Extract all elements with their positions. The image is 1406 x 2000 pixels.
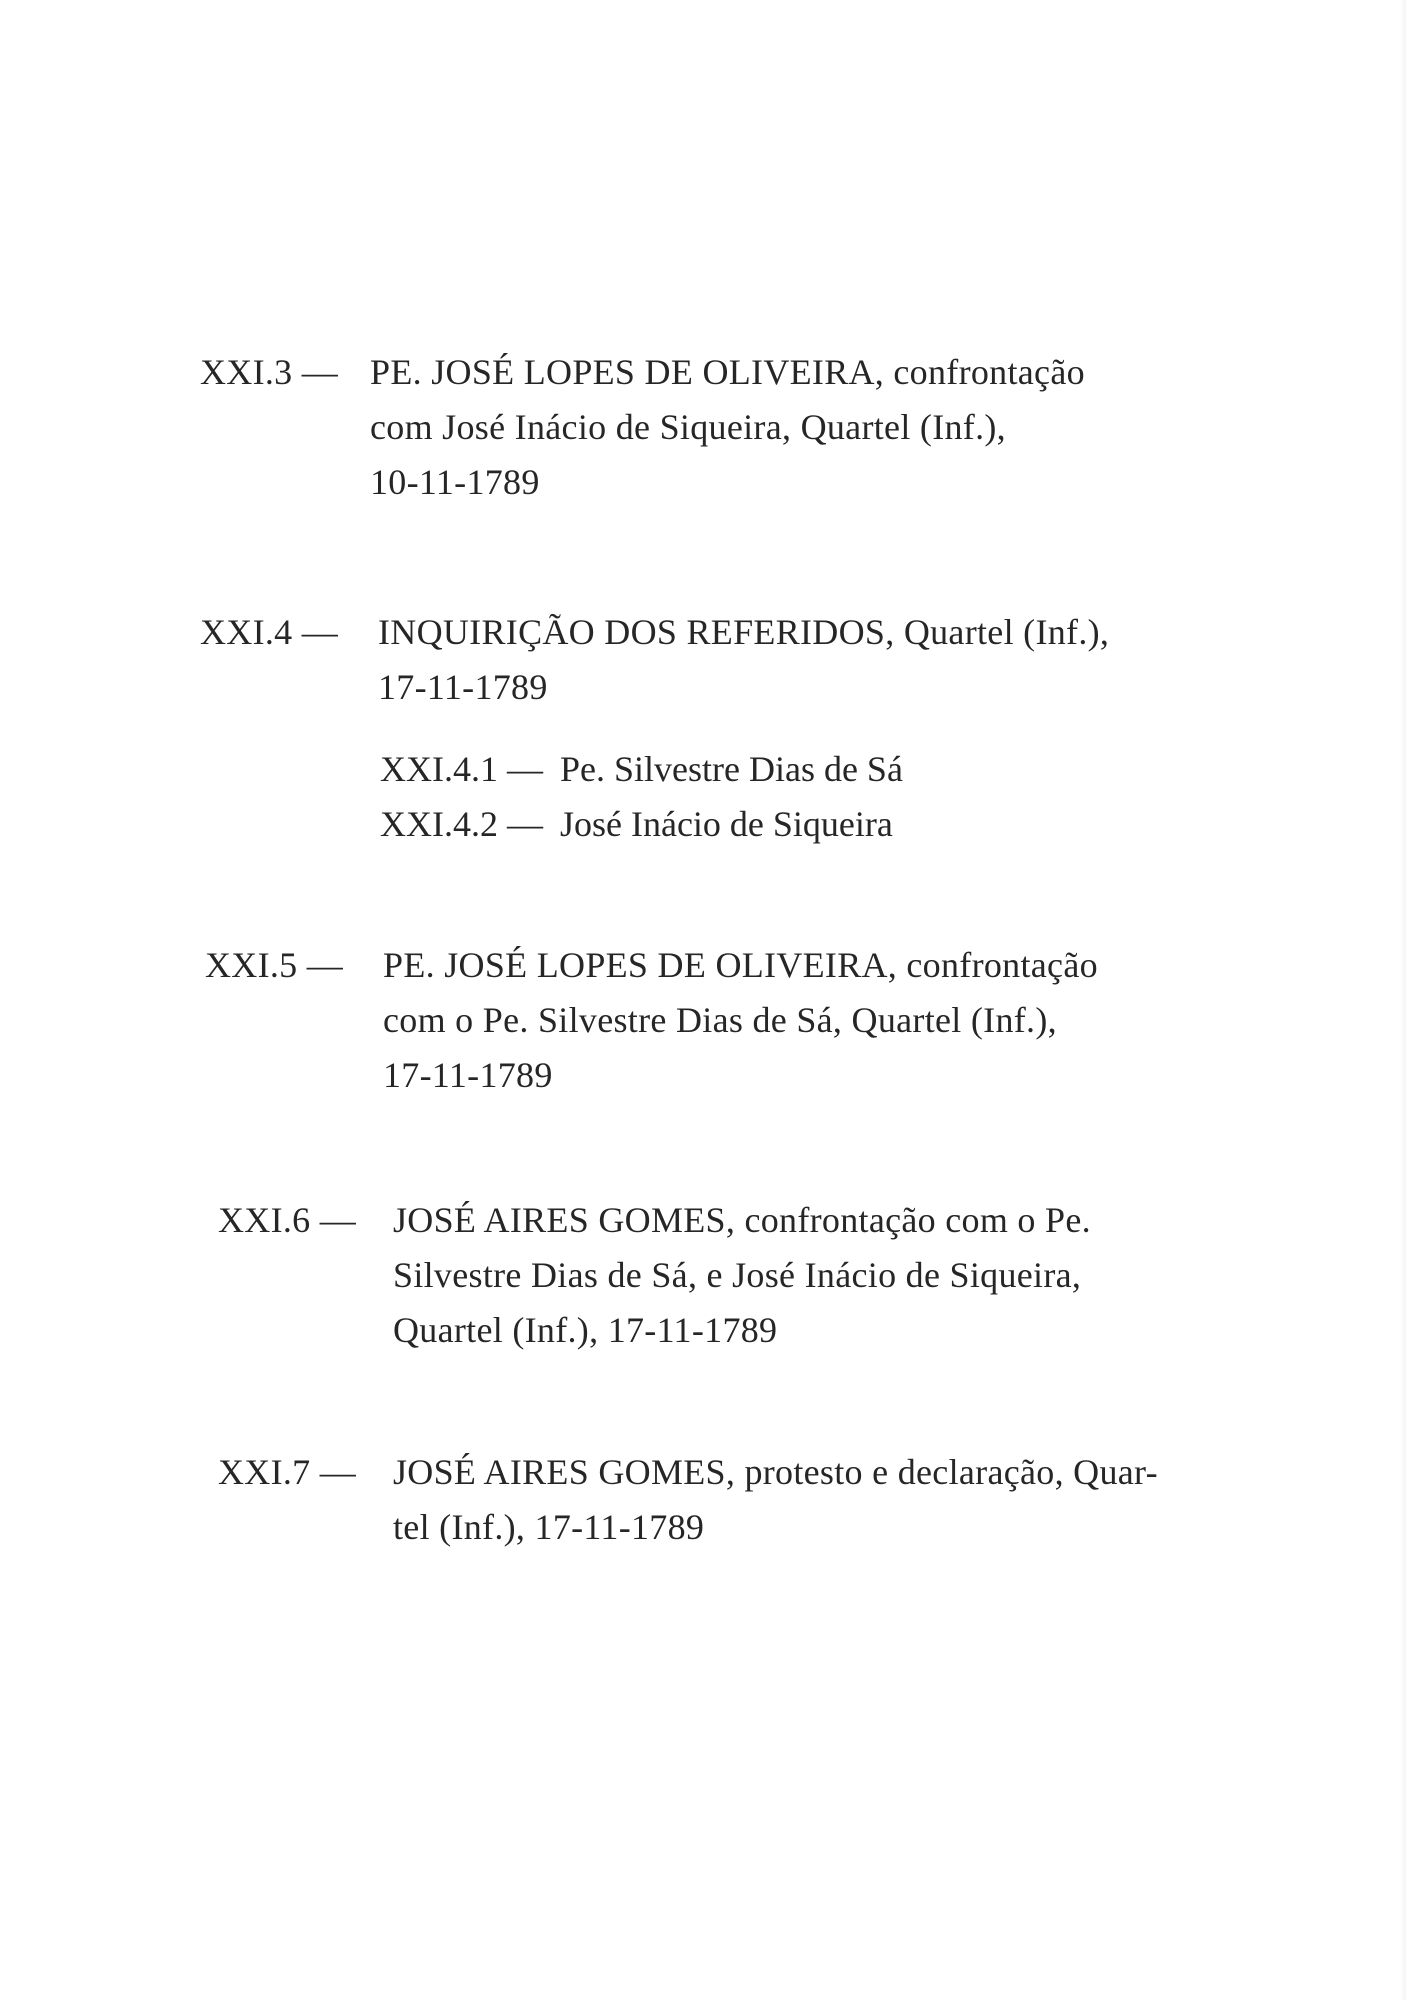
entry-line: tel (Inf.), 17-11-1789 [393,1507,705,1547]
entry-body [393,1193,1091,1358]
entry-line: 17-11-1789 [383,1055,553,1095]
entry-xxi-6 [218,1193,1238,1363]
page-edge-shadow [1400,0,1406,2000]
entry-code: XXI.6 — [218,1200,357,1240]
entry-line: PE. JOSÉ LOPES DE OLIVEIRA, confrontação [383,945,1098,985]
entry-line: 10-11-1789 [370,462,540,502]
entry-code: XXI.4 — [200,612,339,652]
entry-line: com o Pe. Silvestre Dias de Sá, Quartel (Inf.), [383,1000,1057,1040]
entry-line: INQUIRIÇÃO DOS REFERIDOS, Quartel (Inf.), [378,612,1110,652]
entry-code: XXI.3 — [200,352,339,392]
entry-body [393,1445,1158,1555]
entry-body [383,938,1098,1103]
entry-line: JOSÉ AIRES GOMES, protesto e declaração, Quar- [393,1452,1158,1492]
entry-body [370,345,1085,510]
entry-line: Quartel (Inf.), 17-11-1789 [393,1310,778,1350]
entry-xxi-4 [200,605,1220,720]
entry-body [378,605,1109,715]
entry-xxi-5 [205,938,1225,1108]
entry-line: Silvestre Dias de Sá, e José Inácio de Siqueira, [393,1255,1082,1295]
subitem-xxi-4-2 [380,797,893,852]
entry-line: com José Inácio de Siqueira, Quartel (Inf.), [370,407,1006,447]
entry-line: JOSÉ AIRES GOMES, confrontação com o Pe. [393,1200,1091,1240]
subitem-text: Pe. Silvestre Dias de Sá [559,749,903,789]
subitem-xxi-4-1 [380,742,903,797]
entry-xxi-3 [200,345,1220,515]
entry-line: PE. JOSÉ LOPES DE OLIVEIRA, confrontação [370,352,1085,392]
entry-code: XXI.5 — [205,945,344,985]
entry-xxi-7 [218,1445,1238,1560]
subitem-code: XXI.4.1 — [380,749,543,789]
entry-line: 17-11-1789 [378,667,548,707]
entry-code: XXI.7 — [218,1452,357,1492]
subitem-code: XXI.4.2 — [380,804,543,844]
subitem-text: José Inácio de Siqueira [559,804,893,844]
